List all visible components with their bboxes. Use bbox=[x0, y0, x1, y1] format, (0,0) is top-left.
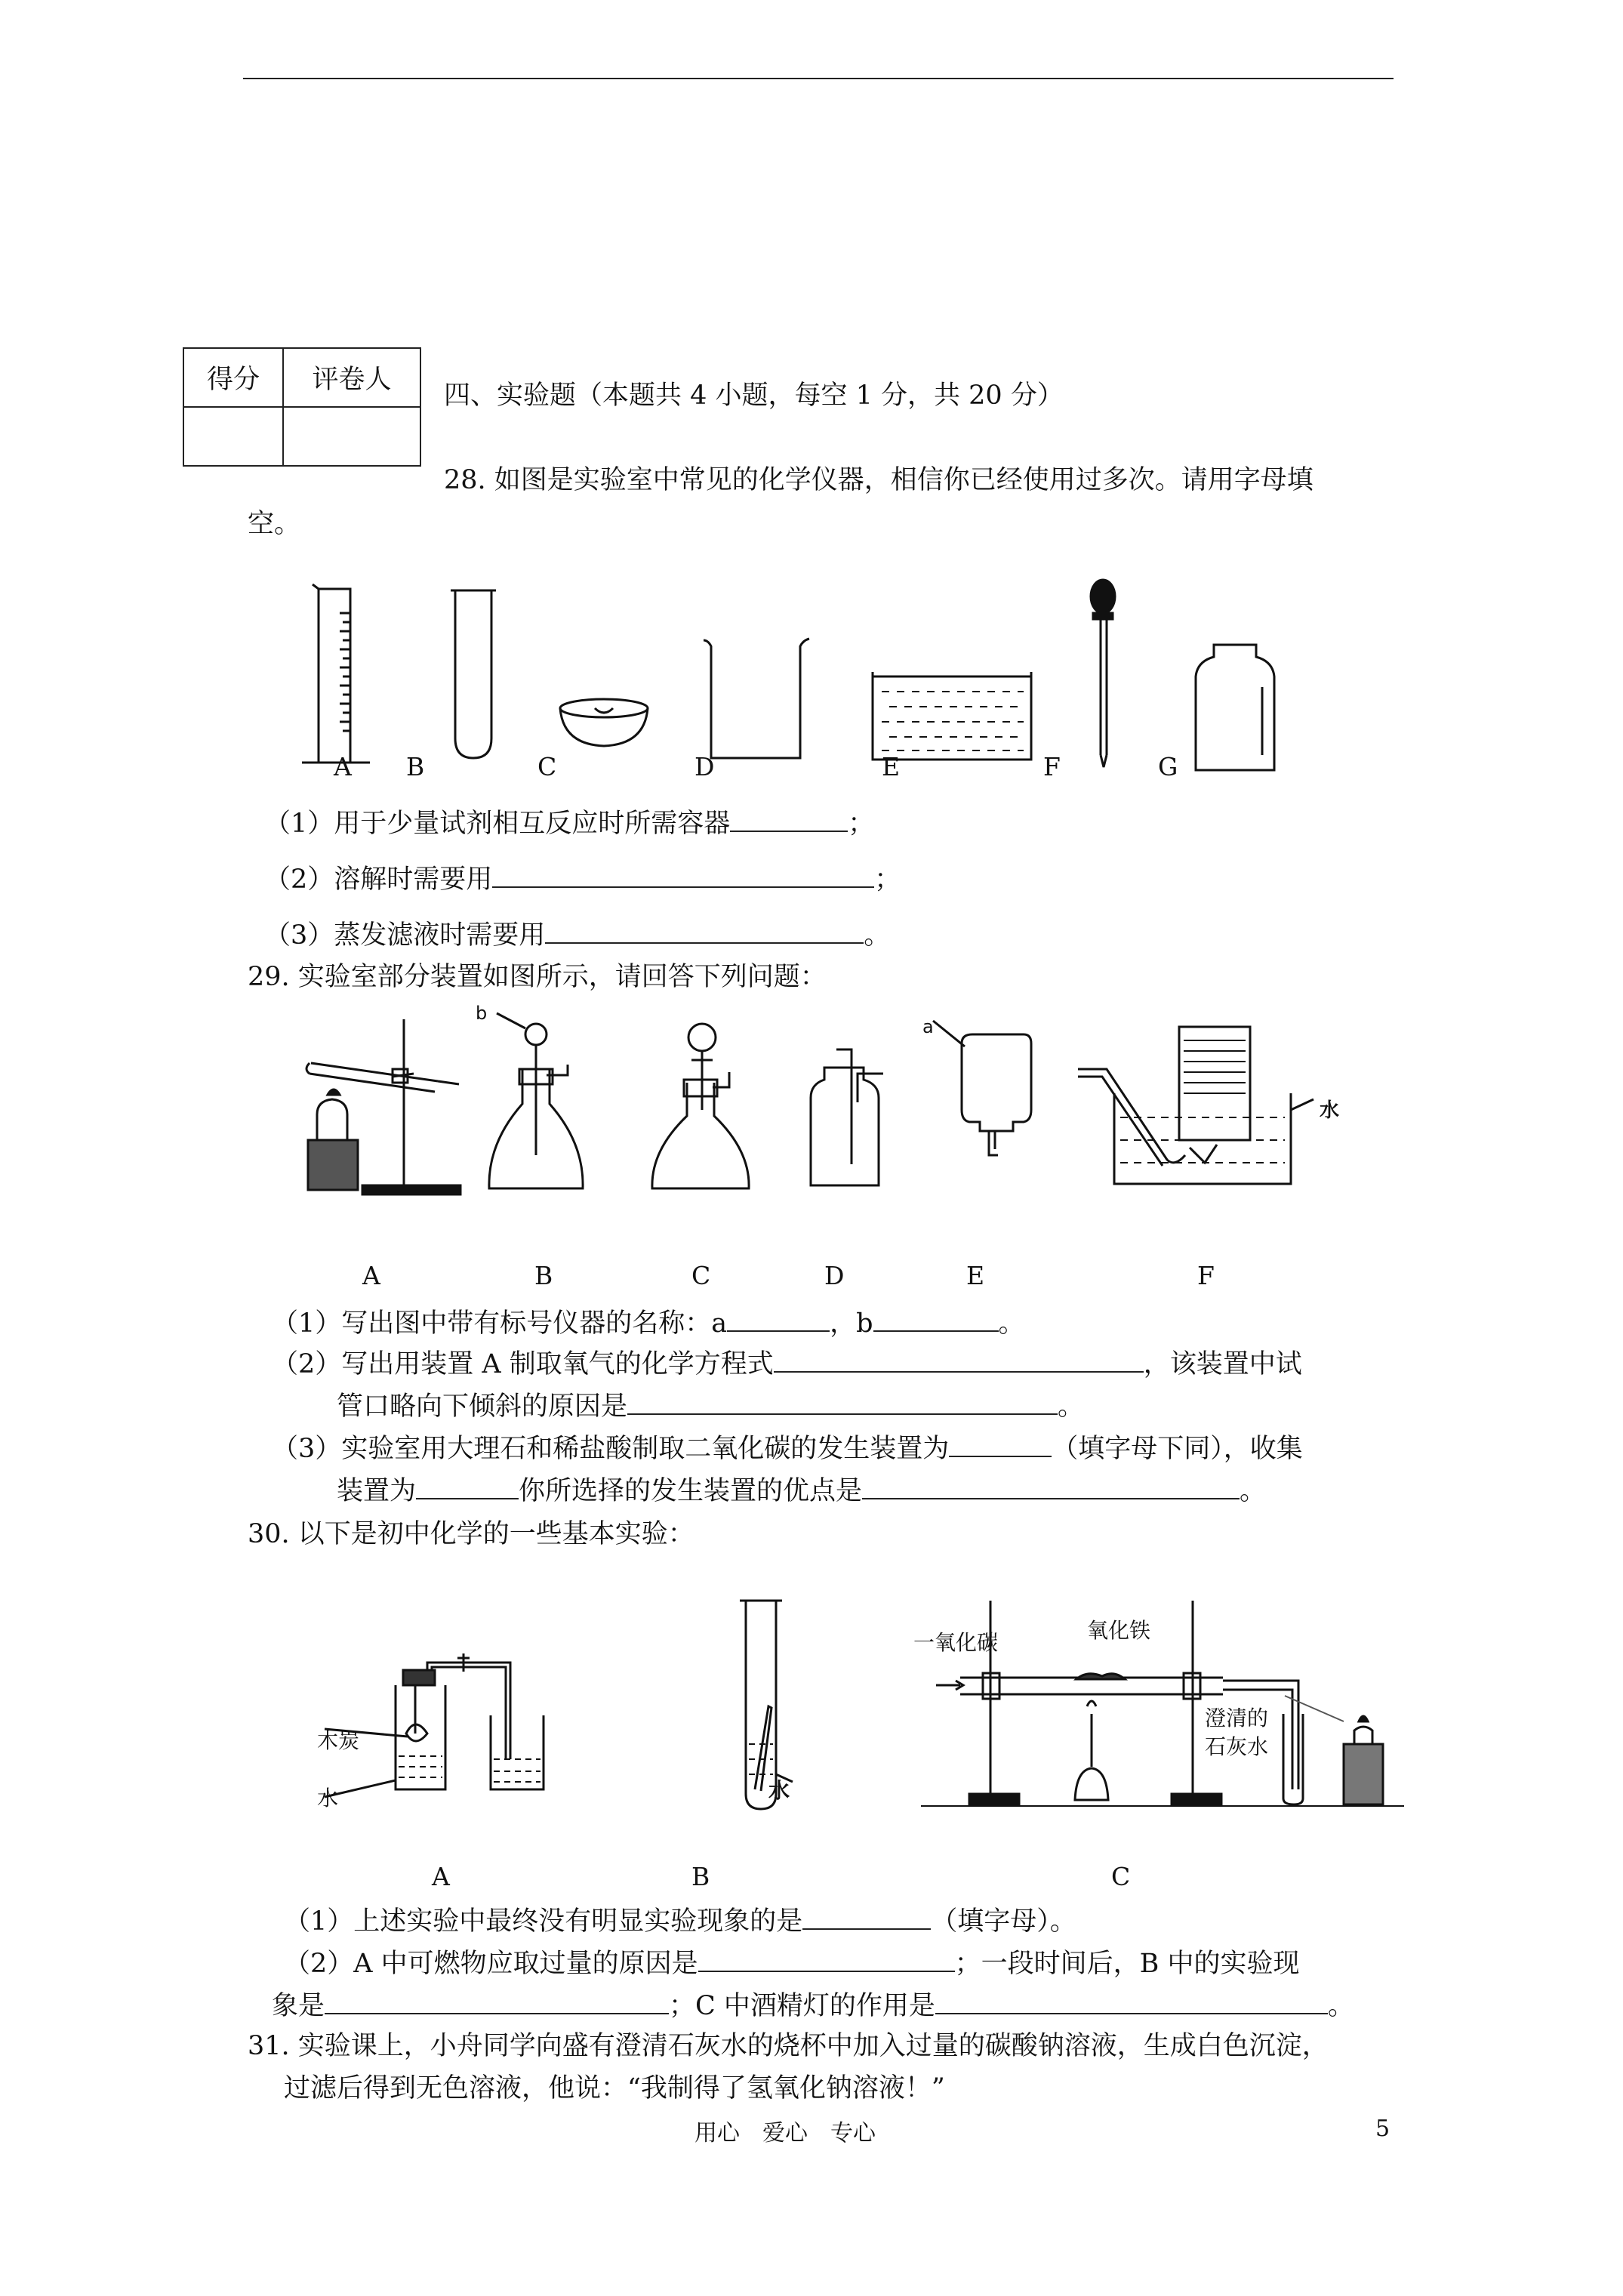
q28-label-g: G bbox=[1158, 752, 1178, 781]
q28-label-f: F bbox=[1043, 752, 1061, 781]
q30-stem: 30. 以下是初中化学的一些基本实验： bbox=[248, 1519, 694, 1549]
q30-sub2-line2: 象是 ；C 中酒精灯的作用是 。 bbox=[272, 1987, 1354, 2023]
q29-fig-label-b: b bbox=[476, 1003, 488, 1024]
gas-washing-bottle-icon bbox=[811, 1049, 883, 1185]
q30-fig-water-a: 水 bbox=[317, 1786, 339, 1811]
graduated-cylinder-icon bbox=[302, 584, 370, 763]
q28-sub2: （2）溶解时需要用 ； bbox=[264, 861, 901, 896]
q30-answer-1[interactable] bbox=[802, 1903, 931, 1930]
section-title: 四、实验题（本题共 4 小题，每空 1 分，共 20 分） bbox=[444, 381, 1064, 411]
water-trough-icon bbox=[873, 672, 1031, 760]
q29-label-f: F bbox=[1197, 1261, 1215, 1290]
score-cell[interactable] bbox=[183, 407, 283, 466]
header-rule bbox=[243, 78, 1394, 79]
beaker-icon bbox=[704, 639, 809, 758]
q29-sub2: （2）写出用装置 A 制取氧气的化学方程式 ，该装置中试 bbox=[272, 1345, 1302, 1381]
q29-sub3-line2: 装置为 你所选择的发生装置的优点是 。 bbox=[337, 1472, 1266, 1508]
q29-answer-collector[interactable] bbox=[416, 1472, 519, 1499]
q29-label-a: A bbox=[362, 1261, 380, 1290]
reagent-bottle-icon bbox=[1196, 645, 1274, 770]
q29-label-b: B bbox=[534, 1261, 553, 1290]
q28-label-d: D bbox=[694, 752, 715, 781]
q30-sub2: （2）A 中可燃物应取过量的原因是 ；一段时间后，B 中的实验现 bbox=[284, 1945, 1300, 1980]
q30-answer-phenomenon[interactable] bbox=[325, 1987, 669, 2014]
q29-answer-advantage[interactable] bbox=[862, 1472, 1240, 1499]
q29-fig-label-water: 水 bbox=[1320, 1099, 1340, 1122]
q28-stem-line1: 28. 如图是实验室中常见的化学仪器，相信你已经使用过多次。请用字母填 bbox=[444, 465, 1313, 495]
flask-with-funnel-icon bbox=[489, 1013, 583, 1188]
dropper-icon bbox=[1091, 580, 1115, 767]
q30-fig-water-b: 水 bbox=[768, 1778, 790, 1803]
q28-label-c: C bbox=[537, 752, 557, 781]
q30-fig-limewater-2: 石灰水 bbox=[1205, 1734, 1269, 1759]
q30-label-c: C bbox=[1111, 1862, 1131, 1891]
q29-answer-equation[interactable] bbox=[774, 1345, 1144, 1373]
water-trough-collection-icon bbox=[1078, 1027, 1313, 1184]
q29-label-c: C bbox=[691, 1261, 711, 1290]
q28-stem-line2: 空。 bbox=[248, 509, 301, 539]
q28-label-b: B bbox=[406, 752, 425, 781]
q30-fig-limewater-1: 澄清的 bbox=[1205, 1706, 1269, 1730]
q29-answer-a[interactable] bbox=[727, 1305, 830, 1332]
q28-sub3: （3）蒸发滤液时需要用 。 bbox=[264, 917, 890, 952]
page-number: 5 bbox=[1375, 2116, 1390, 2142]
q28-label-a: A bbox=[334, 752, 352, 781]
score-table bbox=[183, 347, 421, 467]
q29-stem: 29. 实验室部分装置如图所示，请回答下列问题： bbox=[248, 962, 827, 992]
q30-answer-lamp-role[interactable] bbox=[935, 1987, 1328, 2014]
q30-fig-charcoal: 木炭 bbox=[317, 1728, 360, 1753]
q30-fig-co: 一氧化碳 bbox=[913, 1630, 999, 1655]
q29-answer-b[interactable] bbox=[873, 1305, 999, 1332]
inverted-bottle-icon bbox=[933, 1021, 1031, 1155]
score-header: 得分 bbox=[183, 348, 283, 407]
heating-apparatus-icon bbox=[306, 1019, 460, 1194]
q29-label-e: E bbox=[966, 1261, 985, 1290]
q28-answer-3[interactable] bbox=[545, 917, 864, 944]
q29-sub1: （1）写出图中带有标号仪器的名称：a ，b 。 bbox=[272, 1305, 1025, 1340]
q28-answer-1[interactable] bbox=[730, 805, 848, 832]
q30-fig-fe2o3: 氧化铁 bbox=[1087, 1618, 1151, 1643]
q28-answer-2[interactable] bbox=[492, 861, 874, 888]
q30-label-b: B bbox=[691, 1862, 710, 1891]
q30-sub1: （1）上述实验中最终没有明显实验现象的是 （填字母）。 bbox=[284, 1903, 1076, 1938]
footer-motto: 用心 爱心 专心 bbox=[694, 2120, 876, 2147]
q29-fig-label-a: a bbox=[922, 1016, 934, 1037]
q29-apparatus-figure bbox=[287, 1004, 1359, 1208]
q28-label-e: E bbox=[882, 752, 901, 781]
test-tube-icon bbox=[455, 590, 491, 758]
q29-sub3: （3）实验室用大理石和稀盐酸制取二氧化碳的发生装置为 （填字母下同），收集 bbox=[272, 1430, 1303, 1465]
q29-answer-tilt-reason[interactable] bbox=[627, 1388, 1058, 1415]
q30-label-a: A bbox=[432, 1862, 450, 1891]
q31-line2: 过滤后得到无色溶液，他说：“我制得了氢氧化钠溶液！” bbox=[284, 2073, 945, 2103]
q29-answer-generator[interactable] bbox=[949, 1430, 1052, 1457]
q31-line1: 31. 实验课上，小舟同学向盛有澄清石灰水的烧杯中加入过量的碳酸钠溶液，生成白色沉淀， bbox=[248, 2031, 1329, 2061]
grader-cell[interactable] bbox=[283, 407, 420, 466]
evaporating-dish-icon bbox=[560, 699, 648, 746]
q29-sub2-line2: 管口略向下倾斜的原因是 。 bbox=[337, 1388, 1084, 1423]
q30-answer-excess-reason[interactable] bbox=[698, 1945, 955, 1972]
q28-sub1: （1）用于少量试剂相互反应时所需容器 ； bbox=[264, 805, 874, 840]
q29-label-d: D bbox=[824, 1261, 845, 1290]
flask-with-separatory-funnel-icon bbox=[652, 1024, 749, 1188]
grader-header: 评卷人 bbox=[283, 348, 420, 407]
